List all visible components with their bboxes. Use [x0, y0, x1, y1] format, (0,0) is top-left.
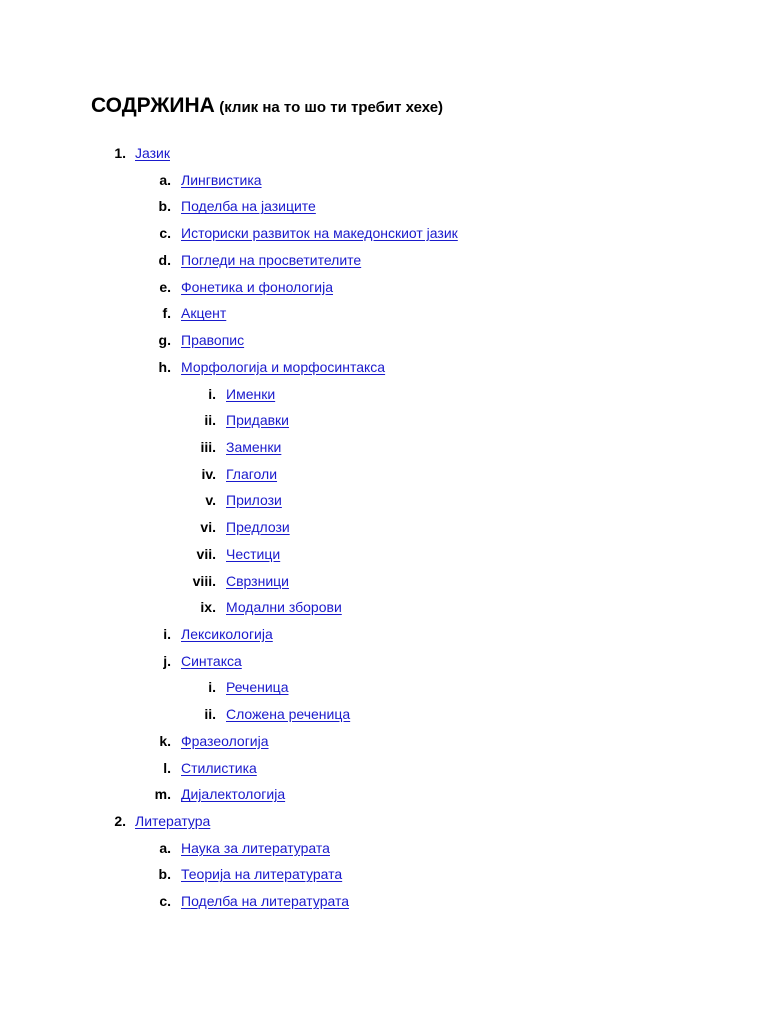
toc-item-marker: i. — [208, 679, 216, 696]
toc-item — [0, 490, 768, 510]
toc-item — [0, 277, 768, 297]
toc-item-link[interactable]: Поделба на јазиците — [181, 198, 316, 215]
toc-item-marker: c. — [159, 893, 171, 910]
toc-item-marker: i. — [208, 385, 216, 402]
toc-item-marker: i. — [163, 626, 171, 642]
toc-item-marker: ii. — [204, 706, 216, 723]
toc-item — [0, 303, 768, 323]
toc-item-marker: d. — [158, 251, 171, 268]
toc-item — [0, 517, 768, 537]
toc-item-marker: iii. — [200, 438, 216, 455]
toc-item — [0, 330, 768, 350]
toc-item-marker: j. — [163, 652, 171, 669]
toc-item-link[interactable]: Предлози — [226, 519, 290, 536]
toc-item-link[interactable]: Погледи на просветителите — [181, 251, 362, 268]
page-title — [91, 94, 443, 118]
toc-item-marker: 2. — [114, 813, 126, 829]
toc-item-link[interactable]: Синтакса — [181, 652, 242, 669]
toc-item — [0, 838, 768, 858]
toc-item-link[interactable]: Теорија на литературата — [181, 866, 343, 883]
toc-item — [0, 196, 768, 216]
toc-item-marker: f. — [162, 305, 171, 322]
toc-item-marker: ix. — [200, 599, 216, 616]
toc-item-link[interactable]: Стилистика — [181, 759, 257, 776]
toc-item-link[interactable]: Лексикологија — [181, 626, 273, 642]
toc-item-link[interactable]: Глаголи — [226, 465, 278, 482]
toc-item-link[interactable]: Фразеологија — [181, 732, 269, 749]
toc-item-marker: e. — [159, 278, 171, 295]
toc-item-link[interactable]: Лингвистика — [181, 171, 262, 188]
toc-item-marker: g. — [158, 332, 171, 348]
toc-item-marker: ii. — [204, 412, 216, 429]
toc-item-link[interactable]: Поделба на литературата — [181, 893, 349, 910]
toc-item-marker: m. — [154, 786, 171, 803]
toc-item-marker: vii. — [196, 545, 216, 562]
toc-item-marker: iv. — [201, 465, 216, 482]
toc-item — [0, 651, 768, 671]
toc-item-link[interactable]: Заменки — [226, 438, 282, 455]
toc-item — [0, 597, 768, 617]
toc-item-link[interactable]: Честици — [226, 545, 281, 562]
toc-item — [0, 891, 768, 911]
toc-item — [0, 250, 768, 270]
toc-item-link[interactable]: Именки — [226, 385, 276, 402]
toc-item — [0, 384, 768, 404]
toc-item — [0, 624, 768, 644]
toc-item — [0, 544, 768, 564]
toc-item — [0, 437, 768, 457]
toc-item — [0, 410, 768, 430]
toc-item-link[interactable]: Јазик — [135, 145, 170, 161]
toc-item-marker: a. — [159, 839, 171, 856]
toc-item-marker: h. — [158, 358, 171, 375]
toc-item-link[interactable]: Наука за литературата — [181, 839, 330, 856]
toc-item-marker: k. — [159, 732, 171, 749]
toc-item-link[interactable]: Прилози — [226, 492, 282, 509]
toc-item — [0, 758, 768, 778]
toc-item — [0, 864, 768, 884]
toc-item-link[interactable]: Модални зборови — [226, 599, 342, 616]
toc-item-marker: c. — [159, 225, 171, 242]
toc-item-link[interactable]: Дијалектологија — [181, 786, 286, 803]
toc-item — [0, 704, 768, 724]
toc-item-link[interactable]: Акцент — [181, 305, 227, 322]
toc-item-link[interactable]: Фонетика и фонологија — [181, 278, 333, 295]
toc-item — [0, 170, 768, 190]
toc-item-link[interactable]: Историски развиток на македонскиот јазик — [181, 225, 458, 242]
toc-item-marker: 1. — [114, 145, 126, 161]
toc-item-marker: l. — [163, 759, 171, 776]
toc-item-link[interactable]: Сложена реченица — [226, 706, 351, 723]
toc-item-link[interactable]: Литература — [135, 813, 211, 829]
toc-item — [0, 784, 768, 804]
toc-item-marker: vi. — [200, 519, 216, 536]
toc-item-link[interactable]: Придавки — [226, 412, 290, 429]
title-main: СОДРЖИНА — [91, 94, 215, 117]
toc-item — [0, 731, 768, 751]
toc-item-link[interactable]: Морфологија и морфосинтакса — [181, 358, 386, 375]
toc-item-marker: viii. — [192, 572, 216, 589]
toc-item-marker: b. — [158, 198, 171, 215]
toc-item — [0, 677, 768, 697]
toc-item — [0, 811, 768, 831]
toc-item-marker: a. — [159, 171, 171, 188]
toc-item-link[interactable]: Сврзници — [226, 572, 289, 589]
toc-item-link[interactable]: Реченица — [226, 679, 289, 696]
toc-item-marker: v. — [205, 492, 216, 509]
toc-item — [0, 143, 768, 163]
toc-item — [0, 571, 768, 591]
toc-item — [0, 357, 768, 377]
toc-item-marker: b. — [158, 866, 171, 883]
toc-item — [0, 223, 768, 243]
toc-item — [0, 464, 768, 484]
toc-item-link[interactable]: Правопис — [181, 332, 245, 348]
title-subtitle: (клик на то шо ти требит хехе) — [219, 99, 444, 116]
